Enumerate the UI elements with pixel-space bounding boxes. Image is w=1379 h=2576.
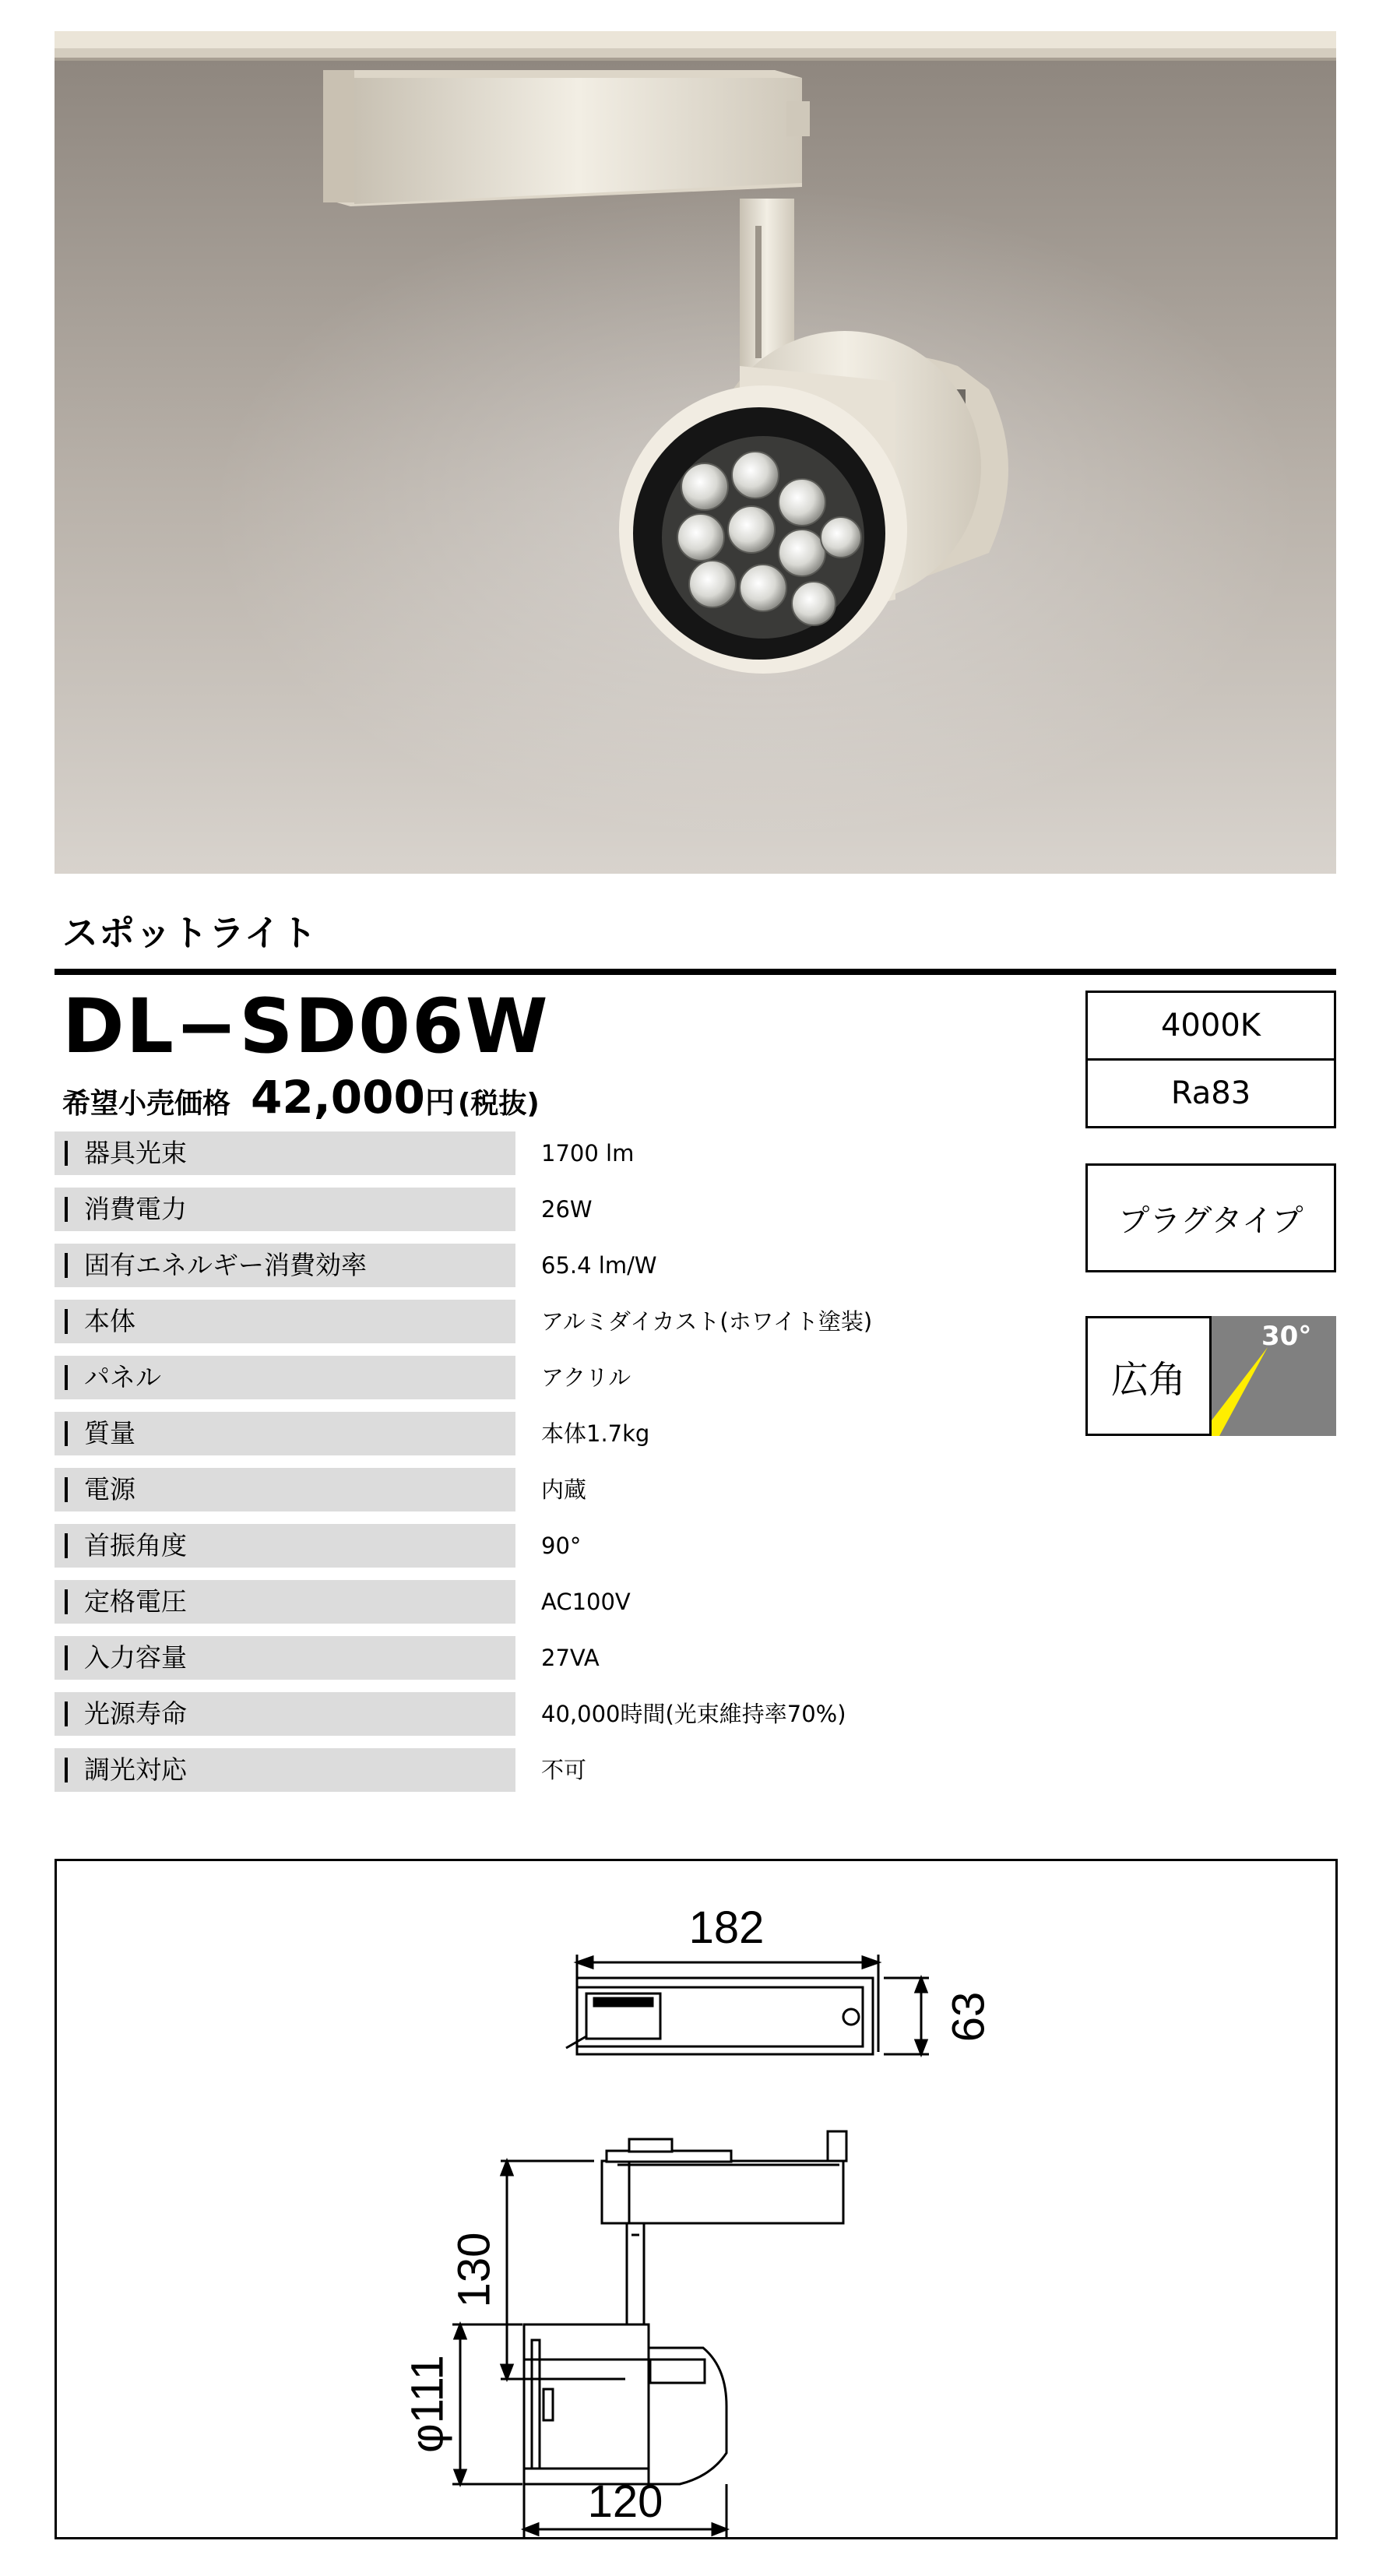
spec-row — [55, 1412, 911, 1455]
spec-label: 本体 — [55, 1300, 515, 1343]
spec-value: 26W — [541, 1196, 593, 1223]
price-tax-note: (税抜) — [457, 1088, 540, 1120]
dim-head-diameter: φ111 — [402, 2355, 453, 2453]
product-category: スポットライト — [62, 912, 318, 954]
dimension-drawing — [55, 1859, 1338, 2539]
spec-label: 質量 — [55, 1412, 515, 1455]
dim-head-width: 120 — [587, 2476, 663, 2527]
spec-value: アクリル — [541, 1364, 631, 1391]
spec-label: パネル — [55, 1356, 515, 1399]
heading-divider — [55, 969, 1336, 975]
spec-label: 固有エネルギー消費効率 — [55, 1244, 515, 1287]
spec-value: 65.4 lm/W — [541, 1252, 657, 1279]
spec-label: 電源 — [55, 1468, 515, 1511]
spec-row — [55, 1636, 911, 1680]
spec-value: AC100V — [541, 1589, 631, 1615]
spec-label: 消費電力 — [55, 1188, 515, 1231]
plug-type-badge: プラグタイプ — [1085, 1163, 1336, 1272]
spec-label: 定格電圧 — [55, 1580, 515, 1624]
spec-row — [55, 1131, 911, 1175]
price-currency: 円 — [424, 1086, 455, 1120]
spec-label: 器具光束 — [55, 1131, 515, 1175]
spec-row — [55, 1300, 911, 1343]
spec-row — [55, 1188, 911, 1231]
spec-label: 調光対応 — [55, 1748, 515, 1792]
spec-value: 不可 — [541, 1757, 587, 1783]
spec-value: 90° — [541, 1533, 582, 1559]
spec-value: 27VA — [541, 1645, 600, 1671]
dim-side-height: 130 — [449, 2232, 500, 2308]
price-label: 希望小売価格 — [62, 1088, 231, 1120]
dim-top-width: 182 — [688, 1902, 765, 1953]
product-photo — [55, 31, 1336, 874]
price-row — [62, 1071, 540, 1124]
spec-row — [55, 1468, 911, 1511]
spec-row — [55, 1244, 911, 1287]
color-temperature-badge: 4000K — [1085, 991, 1336, 1061]
spec-row — [55, 1692, 911, 1736]
price-value: 42,000 — [251, 1071, 425, 1124]
spec-row — [55, 1580, 911, 1624]
spec-value: 40,000時間(光束維持率70%) — [541, 1701, 846, 1727]
spec-label: 首振角度 — [55, 1524, 515, 1568]
spec-row — [55, 1524, 911, 1568]
dim-top-height: 63 — [943, 1991, 994, 2043]
spec-value: 内蔵 — [541, 1476, 587, 1503]
spec-value: 1700 lm — [541, 1140, 635, 1167]
spec-label: 光源寿命 — [55, 1692, 515, 1736]
spec-row — [55, 1356, 911, 1399]
beam-type-badge: 広角 — [1085, 1316, 1212, 1436]
spec-label: 入力容量 — [55, 1636, 515, 1680]
spec-value: アルミダイカスト(ホワイト塗装) — [541, 1308, 873, 1335]
beam-angle-label: 30° — [1261, 1321, 1312, 1352]
ra-badge: Ra83 — [1085, 1058, 1336, 1128]
spec-value: 本体1.7kg — [541, 1420, 650, 1447]
model-number: DL−SD06W — [62, 983, 550, 1070]
spec-row — [55, 1748, 911, 1792]
